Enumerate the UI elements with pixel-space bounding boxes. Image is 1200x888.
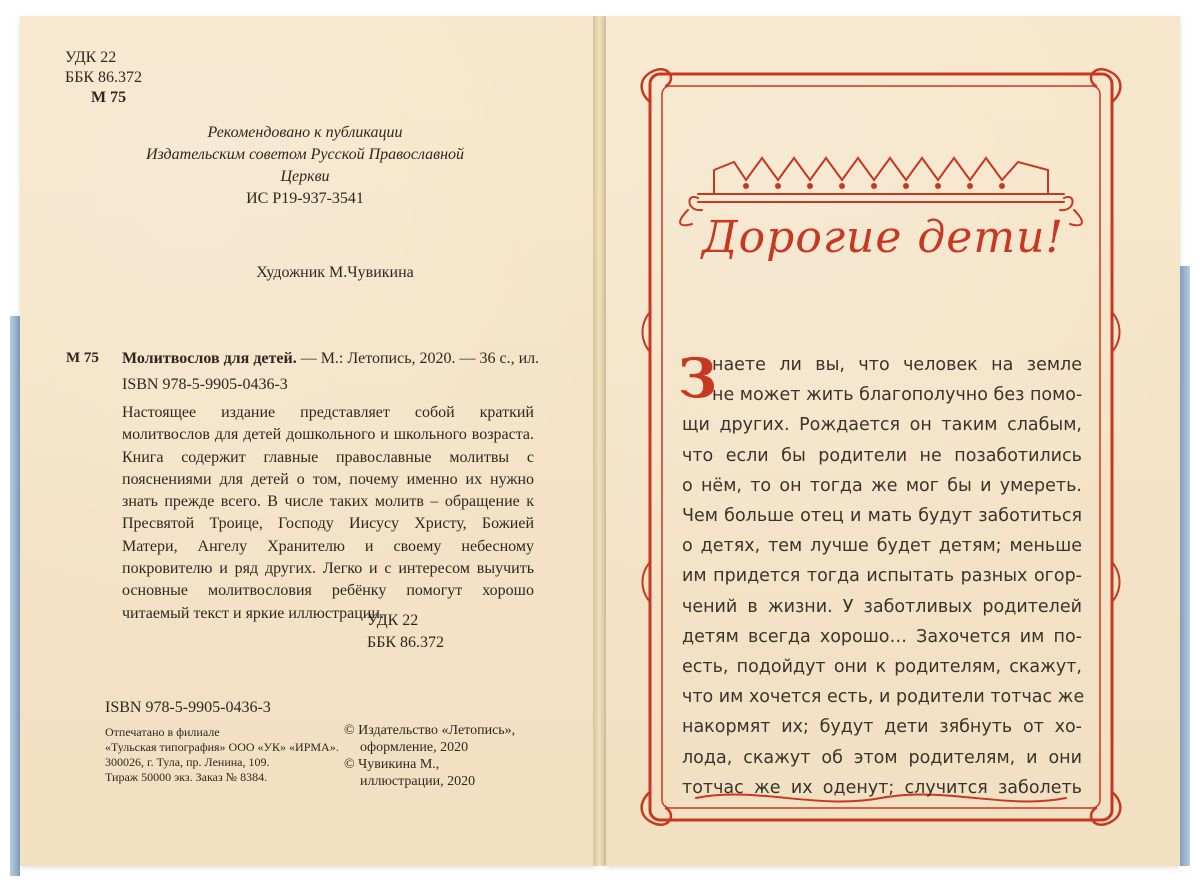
- printing-line: Тираж 50000 экз. Заказ № 8384.: [105, 770, 268, 784]
- body-line: им придется тогда испытать разных огор-: [682, 566, 1082, 587]
- cover-edge-left: [10, 316, 20, 876]
- body-line: не может жить благополучно без помо-: [712, 385, 1083, 406]
- book-spine: [593, 16, 607, 866]
- body-line: лода, скажут об этом родителям, и они: [682, 747, 1082, 768]
- copyright-line: иллюстрации, 2020: [360, 774, 476, 789]
- body-line: щи других. Рождается он таким слабым,: [682, 415, 1082, 436]
- publication-recommendation: [130, 122, 480, 210]
- udk-mid-block: [367, 610, 487, 654]
- body-line: накормят их; будут дети зябнуть от хо-: [682, 717, 1082, 738]
- catalog-code: М 75: [66, 350, 99, 366]
- recommendation-line-1: Рекомендовано к публикации: [207, 124, 403, 141]
- author-mark: М 75: [91, 89, 127, 106]
- printing-info: [105, 725, 355, 785]
- artist-credit: Художник М.Чувикина: [256, 264, 414, 281]
- printing-line: Отпечатано в филиале: [105, 725, 220, 739]
- body-line: Чем больше отец и мать будут заботиться: [682, 506, 1082, 527]
- copyright-block: [344, 722, 554, 790]
- body-line: детям всегда хорошо… Захочется им по-: [682, 626, 1082, 647]
- printing-line: 300026, г. Тула, пр. Ленина, 109.: [105, 755, 270, 769]
- isbn-top: ISBN 978-5-9905-0436-3: [122, 376, 288, 393]
- body-line: что если бы родители не позаботились: [682, 445, 1082, 466]
- book-title: Молитвослов для детей.: [122, 350, 297, 367]
- recommendation-number: ИС Р19-937-3541: [246, 190, 364, 207]
- copyright-line: оформление, 2020: [360, 740, 469, 755]
- body-line: есть, подойдут они к родителям, скажут,: [682, 657, 1082, 678]
- body-line: тотчас же их оденут; случится заболеть: [682, 777, 1082, 798]
- body-line: что им хочется есть, и родители тотчас же: [682, 687, 1085, 708]
- cover-edge-right: [1180, 266, 1190, 866]
- udk-top-block: [65, 48, 185, 108]
- isbn-bottom: ISBN 978-5-9905-0436-3: [105, 699, 271, 716]
- printing-line: «Тульская типография» ООО «УК» «ИРМА».: [105, 740, 339, 754]
- copyright-line: © Издательство «Летопись»,: [344, 723, 516, 738]
- bbk-code: ББК 86.372: [65, 69, 143, 86]
- body-text: [678, 346, 1085, 803]
- recommendation-line-2: Издательским советом Русской Православной Церкви: [145, 146, 465, 185]
- drop-cap: З: [678, 346, 717, 410]
- udk-code: УДК 22: [65, 49, 117, 66]
- bbk-code-mid: ББК 86.372: [367, 634, 445, 651]
- body-line: наете ли вы, что человек на земле: [712, 355, 1082, 375]
- page-heading: Дорогие дети!: [701, 212, 1065, 263]
- bibliographic-record: [122, 350, 552, 368]
- copyright-line: © Чувикина М.,: [344, 757, 440, 772]
- book-annotation: Настоящее издание представляет собой краткий молитвослов для детей дошкольного и школьного возраста. Книга содержит главные православные молитвы с пояснениями для детей о том, почему именно их нужно знать прежде всего. В числе таких молитв – обращение к Пресвятой Троице, Господу Иисусу Христу, Божией Матери, Ангелу Хранителю и своему небесному покровителю и ряд других. Легко и с интересом выучить основные молитвословия ребёнку помогут хорошо читаемый текст и яркие иллюстрации.: [122, 404, 534, 622]
- body-line: чений в жизни. У заботливых родителей: [682, 596, 1082, 617]
- publisher-details: — М.: Летопись, 2020. — 36 с., ил.: [296, 350, 540, 367]
- udk-code-mid: УДК 22: [367, 612, 419, 629]
- body-line: о детях, тем лучше будет детям; меньше: [682, 536, 1082, 557]
- body-line: о нём, то он тогда же мог бы и умереть.: [682, 475, 1082, 496]
